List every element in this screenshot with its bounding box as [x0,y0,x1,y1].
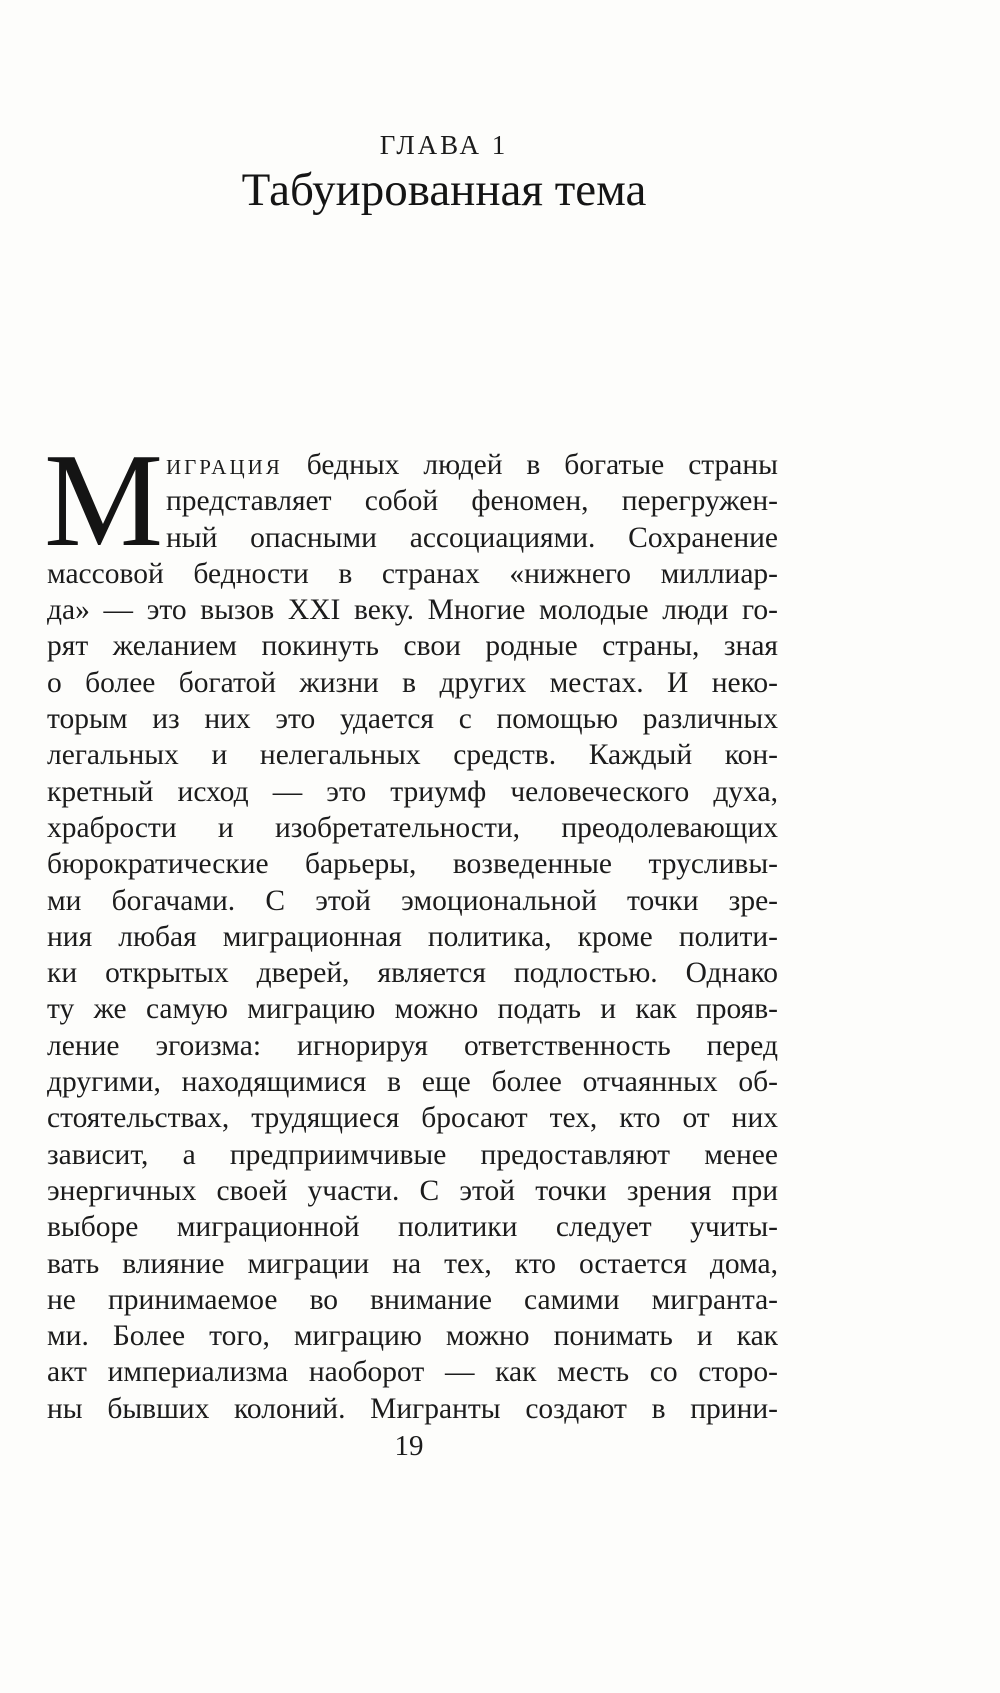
text-line: вать влияние миграции на тех, кто остается дома, [47,1247,778,1280]
text-line: храбрости и изобретательности, преодолевающих [47,811,778,844]
drop-cap: М [44,426,164,574]
page-number: 19 [394,1430,424,1462]
text-line: не принимаемое во внимание самими мигранта- [47,1283,778,1316]
text-line: о более богатой жизни в других местах. И неко- [47,666,778,699]
text-line [166,447,778,483]
text-line: рят желанием покинуть свои родные страны, зная [47,630,778,663]
text-line: да» — это вызов XXI веку. Многие молодые люди го- [47,594,778,627]
text-line: выборе миграционной политики следует учиты- [47,1211,778,1244]
text-line: ми. Более того, миграцию можно понимать и как [47,1320,778,1353]
text-line: ны бывших колоний. Мигранты создают в прини- [47,1392,778,1425]
text-line: ния любая миграционная политика, кроме полити- [47,920,778,953]
first-word-smallcaps: играция [166,449,283,481]
text-line: ми богачами. С этой эмоциональной точки зре- [47,884,778,917]
text-line: акт империализма наоборот — как месть со сторо- [47,1356,778,1389]
text-line: ный опасными ассоциациями. Сохранение [166,521,778,554]
text-line: бюрократические барьеры, возведенные трусливы- [47,848,778,881]
text-line: представляет собой феномен, перегружен- [166,485,778,518]
text-line: массовой бедности в странах «нижнего миллиар- [47,557,778,590]
first-line-rest: бедных людей в богатые страны [282,449,778,481]
text-line: стоятельствах, трудящиеся бросают тех, кто от них [47,1102,778,1135]
body-paragraph [47,447,778,1427]
text-line: торым из них это удается с помощью различных [47,703,778,736]
text-line: другими, находящимися в еще более отчаянных об- [47,1066,778,1099]
text-line: ту же самую миграцию можно подать и как прояв- [47,993,778,1026]
text-line: легальных и нелегальных средств. Каждый кон- [47,739,778,772]
text-line: ки открытых дверей, является подлостью. Однако [47,957,778,990]
chapter-number: ГЛАВА 1 [379,130,509,160]
text-line: ление эгоизма: игнорируя ответственность перед [47,1029,778,1062]
chapter-title: Табуированная тема [241,164,647,216]
text-line: зависит, а предприимчивые предоставляют менее [47,1138,778,1171]
text-line: кретный исход — это триумф человеческого духа, [47,775,778,808]
text-line: энергичных своей участи. С этой точки зрения при [47,1174,778,1207]
